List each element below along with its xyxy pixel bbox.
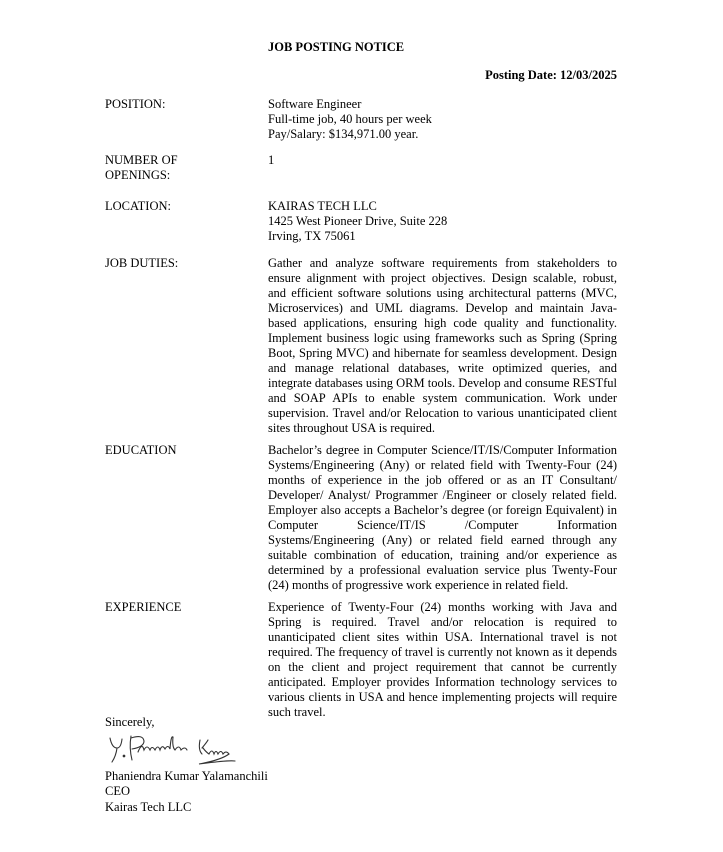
openings-label-line: NUMBER OF (105, 153, 178, 167)
experience-text: Experience of Twenty-Four (24) months working with Java and Spring is required. Travel and/or relocation is required to unanticipated client sites within USA. International travel is not required. The frequency of travel is currently not known as it depends on the client and project requirement that cannot be currently anticipated. Employer provides Information technology services to various clients in USA and hence implementing projects will require such travel. (268, 600, 617, 719)
city-state-zip: Irving, TX 75061 (268, 229, 356, 243)
position-salary: Pay/Salary: $134,971.00 year. (268, 127, 419, 141)
position-title: Software Engineer (268, 97, 362, 111)
openings-value: 1 (268, 153, 275, 167)
education-label: EDUCATION (105, 443, 177, 457)
job-duties-label: JOB DUTIES: (105, 256, 179, 270)
signer-company: Kairas Tech LLC (105, 800, 192, 814)
position-label: POSITION: (105, 97, 166, 111)
company-name: KAIRAS TECH LLC (268, 199, 377, 213)
location-value (268, 199, 617, 244)
education-text: Bachelor’s degree in Computer Science/IT/IS/Computer Information Systems/Engineering (Any) or related field with Twenty-Four (24) months of experience in the job offered or as an IT Consultant/ Developer/ Analyst/ Programmer /Engineer or closely related field. Employer also accepts a Bachelor’s degree (or foreign Equivalent) in Computer Science/IT/IS /Computer Information Systems/Engineering (Any) or related field earned through any suitable combination of education, training and/or experience as determined by a professional evaluation service plus Twenty-Four (24) months of progressive work experience in related field. (268, 443, 617, 592)
signer-name: Phaniendra Kumar Yalamanchili (105, 769, 268, 783)
document-title: JOB POSTING NOTICE (268, 40, 405, 54)
posting-date: Posting Date: 12/03/2025 (485, 68, 617, 82)
street-address: 1425 West Pioneer Drive, Suite 228 (268, 214, 448, 228)
position-value (268, 97, 617, 142)
signer-role: CEO (105, 784, 130, 798)
openings-label (105, 153, 178, 183)
job-duties-text: Gather and analyze software requirements from stakeholders to ensure alignment with project objectives. Design scalable, robust, and efficient software solutions using architectural patterns (MVC, Microservices) and UML diagrams. Develop and maintain Java-based applications, ensuring high code quality and functionality. Implement business logic using frameworks such as Spring (Spring Boot, Spring MVC) and hibernate for seamless development. Design and manage relational databases, write optimized queries, and integrate databases using ORM tools. Develop and consume RESTful and SOAP APIs to enable system communication. Work under supervision. Travel and/or Relocation to various unanticipated client sites throughout USA is required. (268, 256, 617, 435)
openings-label-line: OPENINGS: (105, 168, 171, 182)
position-hours: Full-time job, 40 hours per week (268, 112, 432, 126)
location-label: LOCATION: (105, 199, 171, 213)
signature-image (104, 732, 244, 766)
experience-label: EXPERIENCE (105, 600, 182, 614)
salutation: Sincerely, (105, 715, 155, 729)
